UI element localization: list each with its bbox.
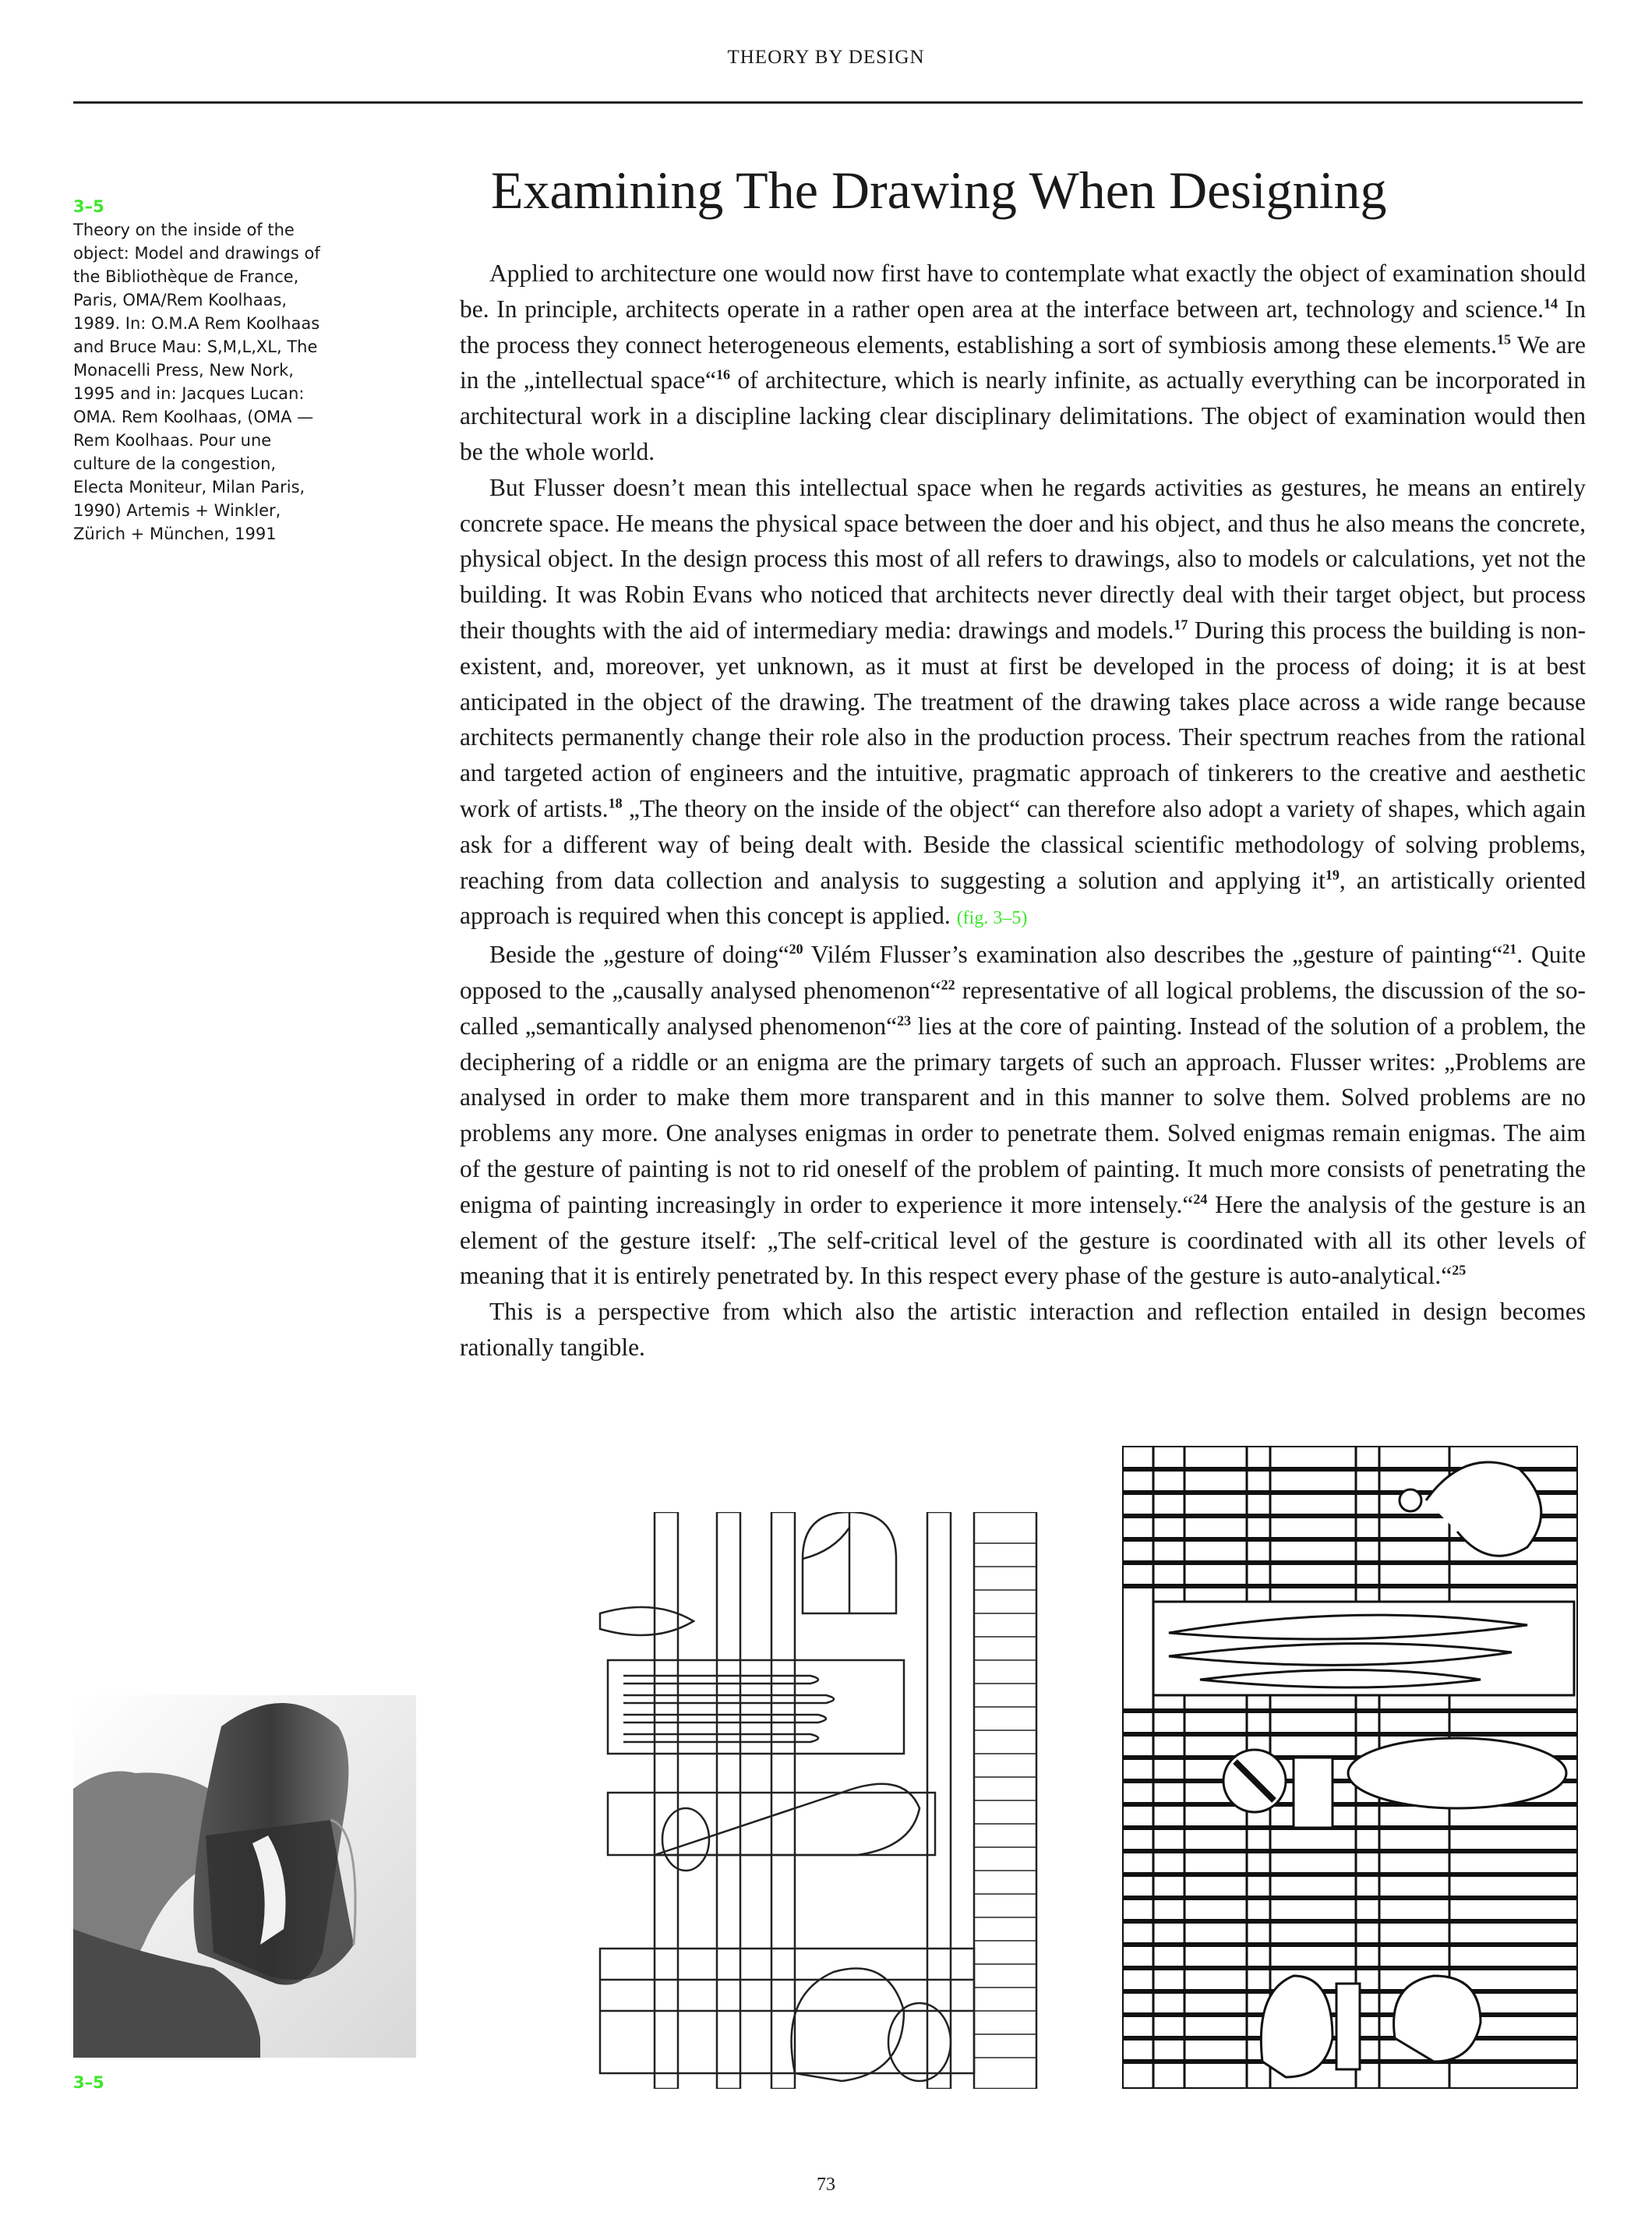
sidebar-caption: [73, 195, 323, 546]
page-number: 73: [817, 2175, 835, 2195]
header-rule: [73, 101, 1583, 104]
paragraph-2: But Flusser doesn’t mean this intellectual space when he regards activities as gestures, he means an entirely concrete space. He means the physical space between the doer and his object, and thus he also means the concrete, physical object. In the design process this most of all refers to drawings, also to models or calculations, yet not the building. It was Robin Evans who noticed that architects never directly deal with their target object, but process their thoughts with the aid of intermediary media: drawings and models.$^{17}$ During this process the building is non-existent, and, moreover, yet unknown, as it must at first be developed in the process of doing; it is at best anticipated in the object of the drawing. The treatment of the drawing takes place across a wide range because architects permanently change their role also in the production process. Their spectrum reaches from the rational and targeted action of engineers and the intuitive, pragmatic approach of tinkerers to the creative and aesthetic work of artists.$^{18}$ „The theory on the inside of the object“ can therefore also adopt a variety of shapes, which again ask for a different way of being dealt with. Beside the classical scientific methodology of solving problems, reaching from data collection and analysis to suggesting a solution and applying $it^{19}$, an artistically oriented approach is required when this concept is applied. (fig. 3–5): [460, 473, 1587, 930]
caption-text: Theory on the inside of the object: Model and drawings of the Bibliothèque de France, Paris, OMA/Rem Koolhaas, 1989. In: O.M.A Rem Koolhaas and Bruce Mau: S,M,L,XL, The Monacelli Press, New Nork, 1995 and in: Jacques Lucan: OMA. Rem Koolhaas, (OMA — Rem Koolhaas. Pour une culture de la congestion, Electa Moniteur, Milan Paris, 1990) Artemis + Winkler, Zürich + München, 1991: [73, 221, 320, 543]
running-head: THEORY BY DESIGN: [727, 47, 925, 68]
model-photo: [73, 1695, 416, 2058]
paragraph-3: Beside the „gesture of doing“$^{20}$ Vilém Flusser’s examination also describes the „gesture of painting“$^{21}$. Quite opposed to the „causally analysed phenomenon“$^{22}$ representative of all logical problems, the discussion of the so-called „semantically analysed phenomenon“$^{23}$ lies at the core of painting. Instead of the solution of a problem, the deciphering of a riddle or an enigma are the primary targets of such an approach. Flusser writes: „Problems are analysed in order to make them more transparent and in this manner to solve them. Solved problems are no problems any more. One analyses enigmas in order to penetrate them. Solved enigmas remain enigmas. The aim of the gesture of painting is not to rid oneself of the problem of painting. It much more consists of penetrating the enigma of painting increasingly in order to experience it more intensely.“$^{24}$ Here the analysis of the gesture is an element of the gesture itself: „The self-critical level of the gesture is coordinated with all its other levels of meaning that it is entirely penetrated by. In this respect every phase of the gesture is auto-analytical.“$^{25}$: [460, 941, 1586, 1290]
plan-drawing-left-graphic: [577, 1512, 1068, 2089]
figure-number: 3–5: [73, 2073, 104, 2092]
figure-reference: (fig. 3–5): [956, 908, 1028, 929]
plan-drawing-right-graphic: [1122, 1446, 1578, 2089]
paragraph-1: Applied to architecture one would now first have to contemplate what exactly the object of examination should be. In principle, architects operate in a rather open area at the interface between art, technology and science.$^{14}$ In the process they connect heterogeneous elements, establishing a sort of symbiosis among these elements.$^{15}$ We are in the „intellectual space“$^{16}$ of architecture, which is nearly infinite, as actually everything can be incorporated in architectural work in a discipline lacking clear disciplinary delimitations. The object of examination would then be the whole world.: [460, 260, 1586, 465]
model-photo-graphic: [73, 1695, 416, 2058]
paragraph-4: This is a perspective from which also the artistic interaction and reflection entailed in design becomes rationally tangible.: [460, 1298, 1586, 1361]
plan-drawing-left: [577, 1512, 1068, 2089]
article-body: [460, 256, 1586, 1366]
caption-number: 3–5: [73, 197, 104, 216]
plan-drawing-right: [1122, 1446, 1578, 2089]
article-title: Examining The Drawing When Designing: [491, 161, 1387, 220]
